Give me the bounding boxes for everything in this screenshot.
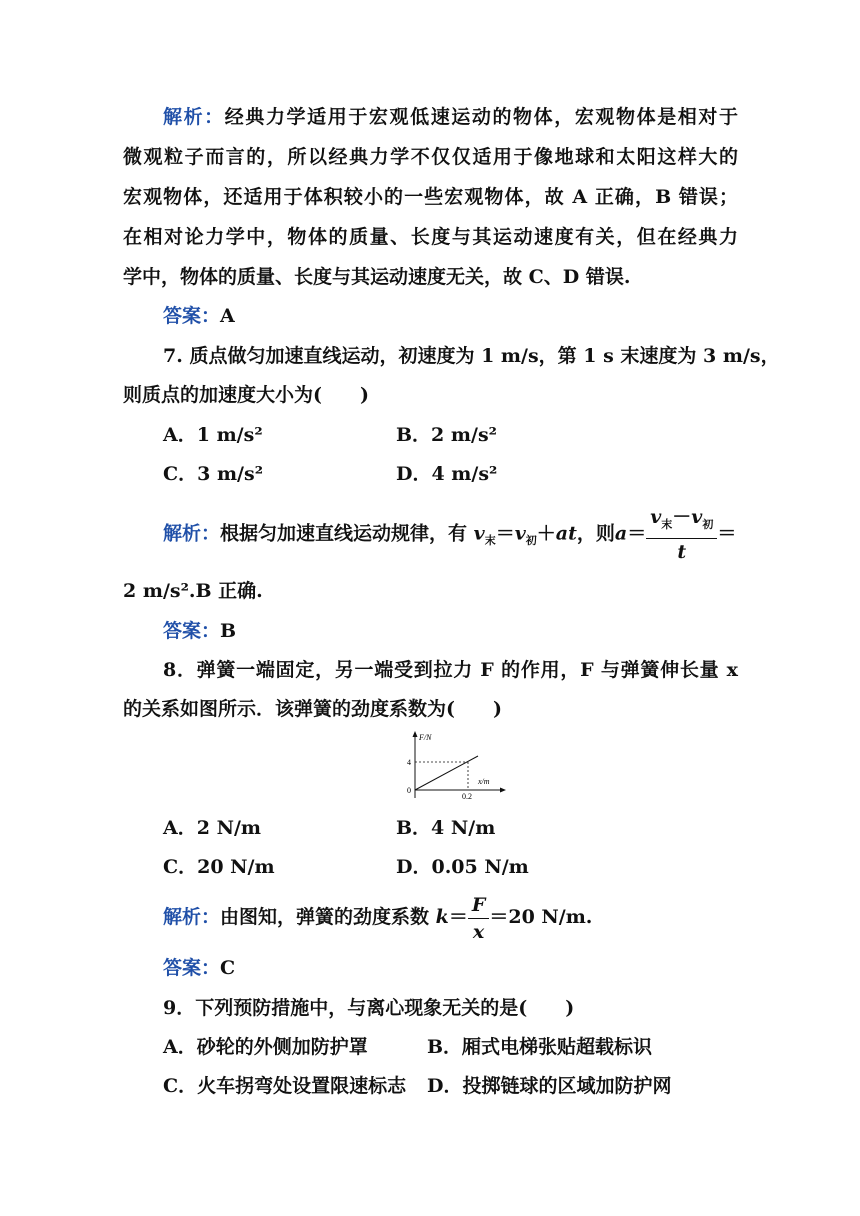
q7-answer xyxy=(163,616,236,646)
analysis-line-5: 学中，物体的质量、长度与其运动速度无关，故 C、D 错误. xyxy=(123,266,631,288)
q8-fraction: $\frac{F}{x}$ xyxy=(468,892,490,945)
q9-option-a: A．砂轮的外侧加防护罩 xyxy=(163,1036,368,1058)
analysis-line-2: 微观粒子而言的，所以经典力学不仅仅适用于像地球和太阳这样大的 xyxy=(123,146,738,168)
y-axis-label: F/N xyxy=(419,733,432,742)
q9-option-b: B．厢式电梯张贴超载标识 xyxy=(427,1036,653,1058)
q9-option-c: C．火车拐弯处设置限速标志 xyxy=(163,1075,407,1097)
q7-option-a: A．1 m/s² xyxy=(163,424,263,446)
q7-answer-value: B xyxy=(220,620,237,642)
analysis-line-4: 在相对论力学中，物体的质量、长度与其运动速度有关，但在经典力 xyxy=(123,226,738,248)
q7-analysis: 解析：根据匀加速直线运动规律，有 $v_末=v_初+at$，则a＝ $\frac{v_末-v_初}{t}$ ＝ xyxy=(163,506,737,563)
q7-answer-label: 答案： xyxy=(163,620,221,642)
question-7-line-1: 7. 质点做匀加速直线运动，初速度为 1 m/s，第 1 s 末速度为 3 m/s， xyxy=(163,345,780,367)
analysis-line-1: 解析：经典力学适用于宏观低速运动的物体，宏观物体是相对于 xyxy=(163,106,738,128)
q7-option-c: C．3 m/s² xyxy=(163,463,264,485)
question-7-line-2: 则质点的加速度大小为( ) xyxy=(123,384,369,406)
x-tick-label: 0.2 xyxy=(462,792,472,801)
answer-label: 答案： xyxy=(163,305,221,327)
question-9-line-1: 9．下列预防措施中，与离心现象无关的是( ) xyxy=(163,997,575,1019)
q8-option-d: D．0.05 N/m xyxy=(396,856,529,878)
q8-answer xyxy=(163,953,235,983)
q8-option-b: B．4 N/m xyxy=(396,817,496,839)
y-tick-label: 4 xyxy=(407,758,411,767)
q7-fraction: $\frac{v_末-v_初}{t}$ xyxy=(646,504,717,565)
q8-option-a: A．2 N/m xyxy=(163,817,261,839)
q7-result: 2 m/s².B 正确. xyxy=(123,580,263,602)
q8-answer-value: C xyxy=(220,957,236,979)
answer-line-6 xyxy=(163,301,235,331)
x-axis-label: x/m xyxy=(478,777,490,786)
origin-label: 0 xyxy=(407,786,411,795)
analysis-label: 解析： xyxy=(163,106,225,128)
q7-option-d: D．4 m/s² xyxy=(396,463,498,485)
q7-analysis-label: 解析： xyxy=(163,522,221,545)
q9-option-d: D．投掷链球的区域加防护网 xyxy=(427,1075,672,1097)
analysis-line-3: 宏观物体，还适用于体积较小的一些宏观物体，故 A 正确，B 错误； xyxy=(123,186,738,208)
question-8-line-2: 的关系如图所示．该弹簧的劲度系数为( ) xyxy=(123,698,502,720)
question-8-line-1: 8．弹簧一端固定，另一端受到拉力 F 的作用，F 与弹簧伸长量 x xyxy=(163,659,738,681)
force-extension-graph xyxy=(390,728,510,804)
q8-option-c: C．20 N/m xyxy=(163,856,275,878)
q8-analysis-label: 解析： xyxy=(163,906,221,928)
y-axis-arrow xyxy=(413,731,418,737)
q8-answer-label: 答案： xyxy=(163,957,221,979)
force-line xyxy=(415,756,478,790)
answer-value: A xyxy=(220,305,235,327)
q8-analysis: 解析：由图知，弹簧的劲度系数 k＝ $\frac{F}{x}$ ＝20 N/m. xyxy=(163,893,593,943)
q7-option-b: B．2 m/s² xyxy=(396,424,497,446)
x-axis-arrow xyxy=(500,788,506,793)
